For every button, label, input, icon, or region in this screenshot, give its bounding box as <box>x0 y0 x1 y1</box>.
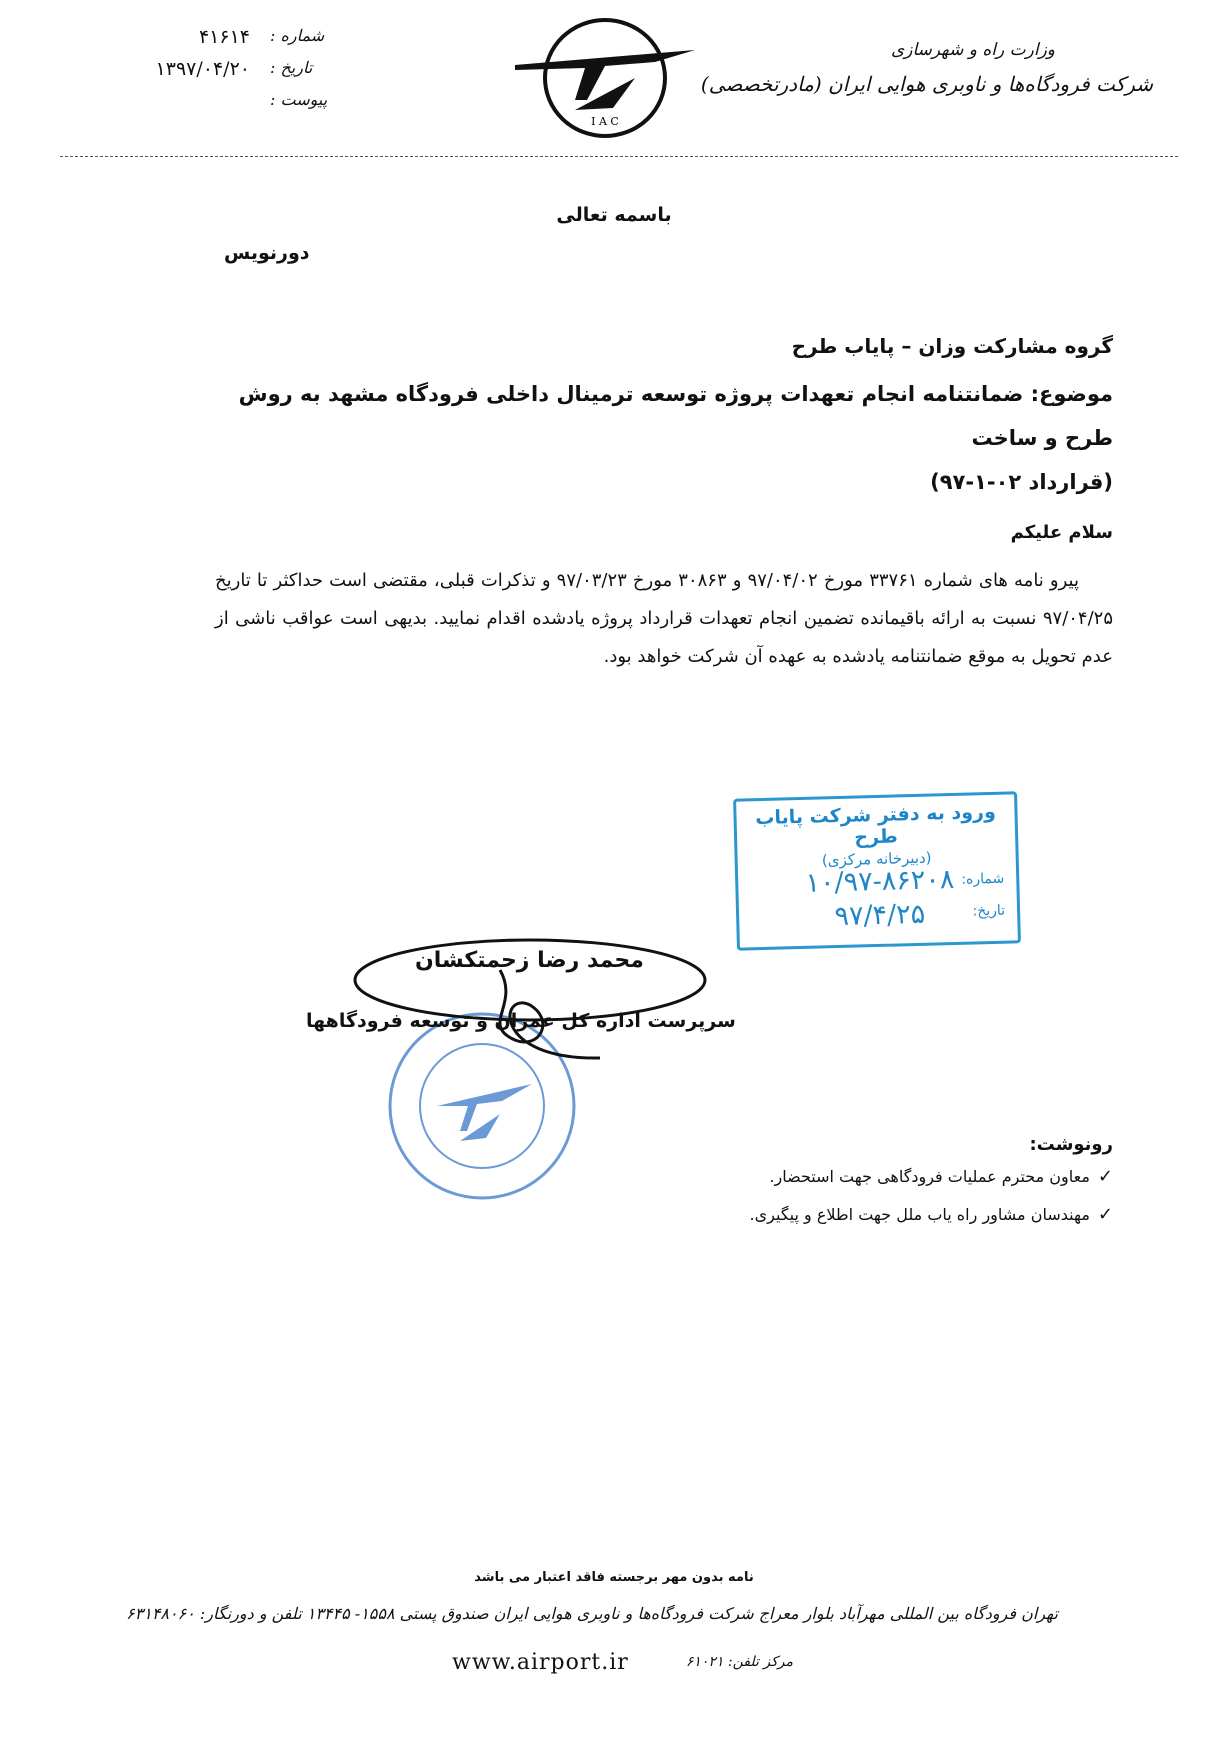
header-divider <box>60 156 1178 157</box>
recipient: گروه مشارکت وزان – پایاب طرح <box>791 334 1113 358</box>
letter-number: ۴۱۶۱۴ <box>198 26 250 48</box>
checkmark-icon: ✓ <box>1097 1166 1113 1187</box>
greeting: سلام علیکم <box>1010 522 1113 543</box>
signer-name: محمد رضا زحمتکشان <box>415 948 644 973</box>
stamp-number-value: ۱۰/۹۷-۸۶۲۰۸ <box>805 863 955 899</box>
number-label: شماره : <box>270 26 325 45</box>
date-label: تاریخ : <box>270 58 313 77</box>
stamp-date-label: تاریخ: <box>972 902 1006 920</box>
company-name: شرکت فرودگاه‌ها و ناوبری هوایی ایران (مادرتخصصی) <box>700 72 1153 96</box>
meta-number <box>120 26 350 58</box>
stamp-number-label: شماره: <box>961 870 1005 888</box>
stamp-subtitle: (دبیرخانه مرکزی) <box>821 848 932 870</box>
checkmark-icon: ✓ <box>1097 1204 1113 1225</box>
stamp-title: ورود به دفتر شرکت پایاب طرح <box>755 800 997 849</box>
letter-body: پیرو نامه های شماره ۳۳۷۶۱ مورخ ۹۷/۰۴/۰۲ و ۳۰۸۶۳ مورخ ۹۷/۰۳/۲۳ و تذکرات قبلی، مقتضی است حداکثر تا تاریخ ۹۷/۰۴/۲۵ نسبت به ارائه باقیمانده تضمین انجام تعهدات قرارداد پروژه یادشده اقدام نمایید. بدیهی است عواقب ناشی از عدم تحویل به موقع ضمانتنامه یادشده به عهده آن شرکت خواهد بود. <box>215 570 1113 667</box>
footer-center-phone: مرکز تلفن: ۶۱۰۲۱ <box>685 1654 793 1670</box>
logo-text: I A C <box>591 115 619 128</box>
cc-item-text: معاون محترم عملیات فرودگاهی جهت استحضار. <box>769 1167 1090 1186</box>
bismillah: باسمه تعالی <box>556 204 672 226</box>
cc-item-text: مهندسان مشاور راه یاب ملل جهت اطلاع و پیگیری. <box>749 1205 1090 1224</box>
attachment-label: پیوست : <box>270 90 328 109</box>
letterhead-org <box>701 40 1153 96</box>
cc-label: رونوشت: <box>1029 1134 1113 1155</box>
meta-attachment <box>120 90 350 122</box>
cc-item <box>750 1204 1113 1225</box>
receipt-stamp <box>733 791 1021 950</box>
validity-note: نامه بدون مهر برجسته فاقد اعتبار می باشد <box>474 1570 754 1585</box>
cc-item <box>769 1166 1113 1187</box>
iac-logo-icon <box>505 10 705 140</box>
website-link[interactable]: www.airport.ir <box>452 1650 629 1675</box>
subject-line-1: موضوع: ضمانتنامه انجام تعهدات پروژه توسعه ترمینال داخلی فرودگاه مشهد به روش طرح و ساخت <box>238 382 1113 450</box>
letter-meta <box>120 26 350 122</box>
ministry-name: وزارت راه و شهرسازی <box>890 40 1055 60</box>
footer-address: تهران فرودگاه بین المللی مهرآباد بلوار معراج شرکت فرودگاه‌ها و ناوبری هوایی ایران صندوق پستی ۱۵۵۸- ۱۳۴۴۵ تلفن و دورنگار: ۶۳۱۴۸۰۶۰ <box>126 1604 1058 1623</box>
subject-line-2: (قرارداد ۰۲-۱-۹۷) <box>930 470 1113 494</box>
meta-date <box>120 58 350 90</box>
draft-mark: دورنویس <box>224 242 310 264</box>
letter-date: ۱۳۹۷/۰۴/۲۰ <box>155 58 250 80</box>
subject <box>223 372 1113 504</box>
stamp-date-value: ۹۷/۴/۲۵ <box>834 898 926 933</box>
signer-title: سرپرست اداره کل عمران و توسعه فرودگاهها <box>306 1010 736 1032</box>
